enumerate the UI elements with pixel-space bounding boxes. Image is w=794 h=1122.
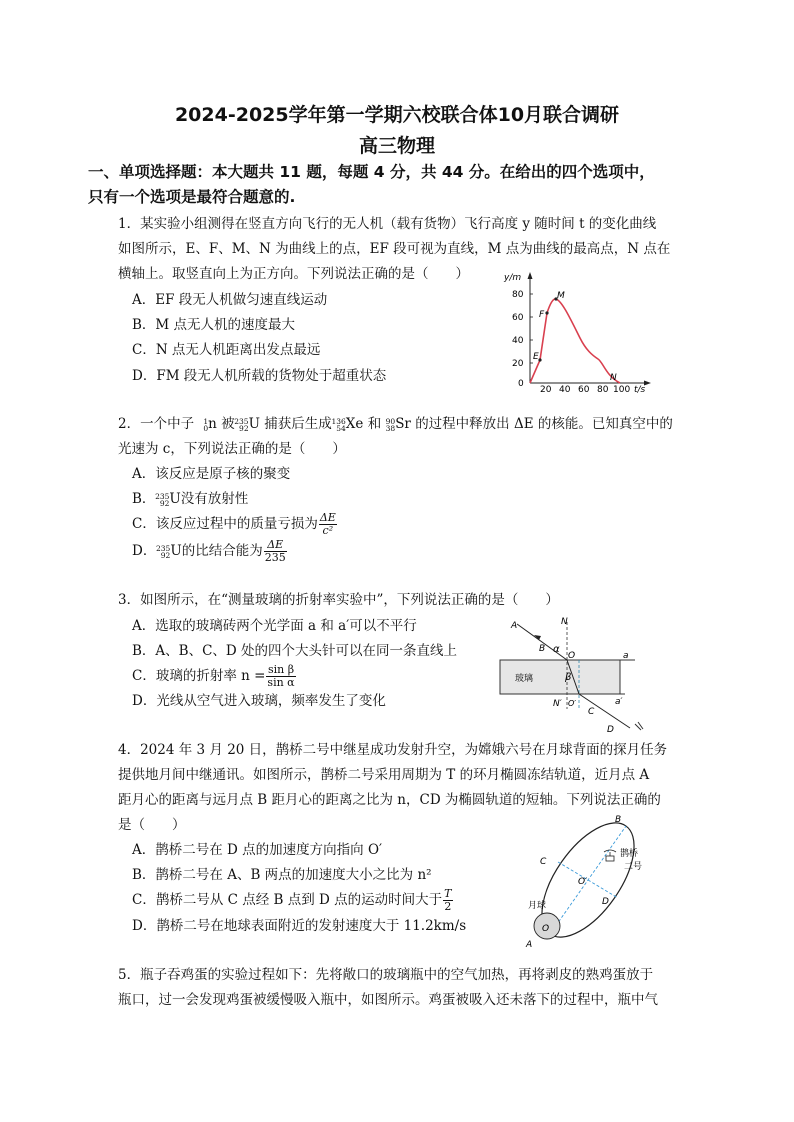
q4-line2: 提供地月间中继通讯。如图所示，鹊桥二号采用周期为 T 的环月椭圆冻结轨道，近月点 A: [118, 767, 650, 783]
point-n-label: N: [610, 373, 617, 383]
q1-option-c: C．N 点无人机距离出发点最远: [132, 342, 321, 358]
q3-option-a: A．选取的玻璃砖两个光学面 a 和 a′可以不平行: [132, 618, 417, 634]
q4-line3: 距月心的距离与远月点 B 距月心的距离之比为 n，CD 为椭圆轨道的短轴。下列说法正确的: [118, 792, 661, 808]
q1-height-time-graph: [500, 268, 660, 393]
angle-beta-label: β: [565, 672, 572, 683]
q4-option-c: C．鹊桥二号从 C 点经 B 点到 D 点的运动时间大于 $\frac{T}{2}$: [132, 887, 452, 913]
q5-line1: 5．瓶子吞鸡蛋的实验过程如下：先将敞口的玻璃瓶中的空气加热，再将剥皮的熟鸡蛋放于: [118, 967, 654, 983]
surface-a-prime-label: a′: [615, 697, 623, 707]
q3-option-d: D．光线从空气进入玻璃，频率发生了变化: [132, 693, 386, 709]
q1-option-b: B．M 点无人机的速度最大: [132, 317, 296, 333]
section-heading-line2: 只有一个选项是最符合题意的.: [88, 188, 296, 206]
point-e-label: E: [533, 352, 539, 362]
y-tick-80: 80: [512, 290, 524, 300]
q5-line2: 瓶口，过一会发现鸡蛋被缓慢吸入瓶中，如图所示。鸡蛋被吸入还未落下的过程中，瓶中气: [118, 992, 658, 1008]
y-tick-60: 60: [512, 313, 524, 323]
point-d-label: D: [602, 897, 609, 907]
point-b-label: B: [615, 815, 622, 825]
y-tick-20: 20: [512, 359, 524, 369]
angle-alpha-label: α: [553, 644, 560, 655]
pin-d-label: D: [607, 725, 614, 735]
point-o-label: O: [568, 651, 576, 661]
q2-option-a: A．该反应是原子核的聚变: [132, 466, 291, 482]
x-tick-100: 100: [613, 385, 631, 393]
q1-line2: 如图所示，E、F、M、N 为曲线上的点，EF 段可视为直线，M 点为曲线的最高点，N 点在: [118, 241, 671, 257]
satellite-icon: [604, 850, 616, 861]
q3-option-c: C．玻璃的折射率 n = $\frac{\text{sin β}}{\text{sin α}}$: [132, 663, 295, 689]
q3-line1: 3．如图所示，在“测量玻璃的折射率实验中”，下列说法正确的是（ ）: [118, 592, 559, 608]
x-axis-label: t/s: [634, 385, 646, 393]
moon-label: 月球: [528, 901, 547, 911]
normal-n-prime-label: N′: [553, 699, 562, 709]
exam-title: 2024-2025学年第一学期六校联合体10月联合调研: [174, 104, 620, 126]
satellite-label-2: 二号: [624, 862, 643, 872]
point-m-label: M: [557, 291, 565, 301]
q3-option-b: B．A、B、C、D 处的四个大头针可以在同一条直线上: [132, 643, 458, 659]
y-axis-arrow: [528, 272, 533, 279]
normal-n-label: N: [561, 617, 568, 627]
x-tick-80: 80: [597, 385, 609, 393]
q1-option-d: D．FM 段无人机所载的货物处于超重状态: [132, 368, 387, 384]
q2-line2: 光速为 c，下列说法正确的是（ ）: [118, 441, 346, 457]
exam-subject: 高三物理: [358, 135, 435, 157]
q2-line1: 2．一个中子 1 0 n 被 235 92 U 捕获后生成 136 54 Xe 和 90 38 Sr 的过程中释放出 ΔE 的核能。已知真空中的: [118, 416, 673, 433]
point-c-label: C: [540, 857, 547, 867]
major-axis: [550, 826, 626, 934]
y-tick-0: 0: [518, 379, 524, 389]
pin-a-label: A: [511, 621, 518, 631]
x-tick-60: 60: [578, 385, 590, 393]
q4-line4: 是（ ）: [118, 817, 186, 833]
q4-option-d: D．鹊桥二号在地球表面附近的发射速度大于 11.2km/s: [132, 918, 467, 934]
point-f-label: F: [539, 310, 545, 320]
y-axis-label: y/m: [504, 273, 522, 283]
orbit-center-label: O′: [578, 877, 588, 887]
q1-line3: 横轴上。取竖直向上为正方向。下列说法正确的是（ ）: [118, 266, 469, 282]
q4-option-a: A．鹊桥二号在 D 点的加速度方向指向 O′: [132, 842, 383, 858]
point-o-prime-label: O′: [568, 699, 577, 708]
glass-label: 玻璃: [515, 674, 534, 684]
q2-option-d: D． 235 92 U的比结合能为 $\frac{\Delta E}{235}$: [132, 538, 286, 564]
q2-option-b: B． 235 92 U没有放射性: [132, 491, 249, 508]
x-tick-20: 20: [540, 385, 552, 393]
q4-line1: 4．2024 年 3 月 20 日，鹊桥二号中继星成功发射升空，为嫦娥六号在月球背面的探月任务: [118, 742, 668, 758]
q4-option-b: B．鹊桥二号在 A、B 两点的加速度大小之比为 n²: [132, 867, 432, 883]
q4-orbit-figure: [520, 812, 670, 952]
surface-a-label: a: [623, 651, 629, 661]
q1-line1: 1．某实验小组测得在竖直方向飞行的无人机（载有货物）飞行高度 y 随时间 t 的变化曲线: [118, 216, 657, 232]
point-a-label: A: [526, 940, 533, 950]
q2-option-c: C．该反应过程中的质量亏损为 $\frac{\Delta E}{\text{c²}}$: [132, 511, 336, 537]
section-heading-line1: 一、单项选择题：本大题共 11 题，每题 4 分，共 44 分。在给出的四个选项中，: [88, 163, 655, 181]
q1-option-a: A．EF 段无人机做匀速直线运动: [132, 292, 328, 308]
y-tick-40: 40: [512, 336, 524, 346]
pin-b-label: B: [539, 644, 546, 654]
moon-center-label: O: [542, 924, 550, 934]
satellite-label-1: 鹊桥: [620, 849, 639, 859]
x-tick-40: 40: [559, 385, 571, 393]
pin-c-label: C: [588, 707, 595, 717]
eye-icon: [635, 722, 643, 730]
q3-refraction-figure: [495, 614, 650, 736]
